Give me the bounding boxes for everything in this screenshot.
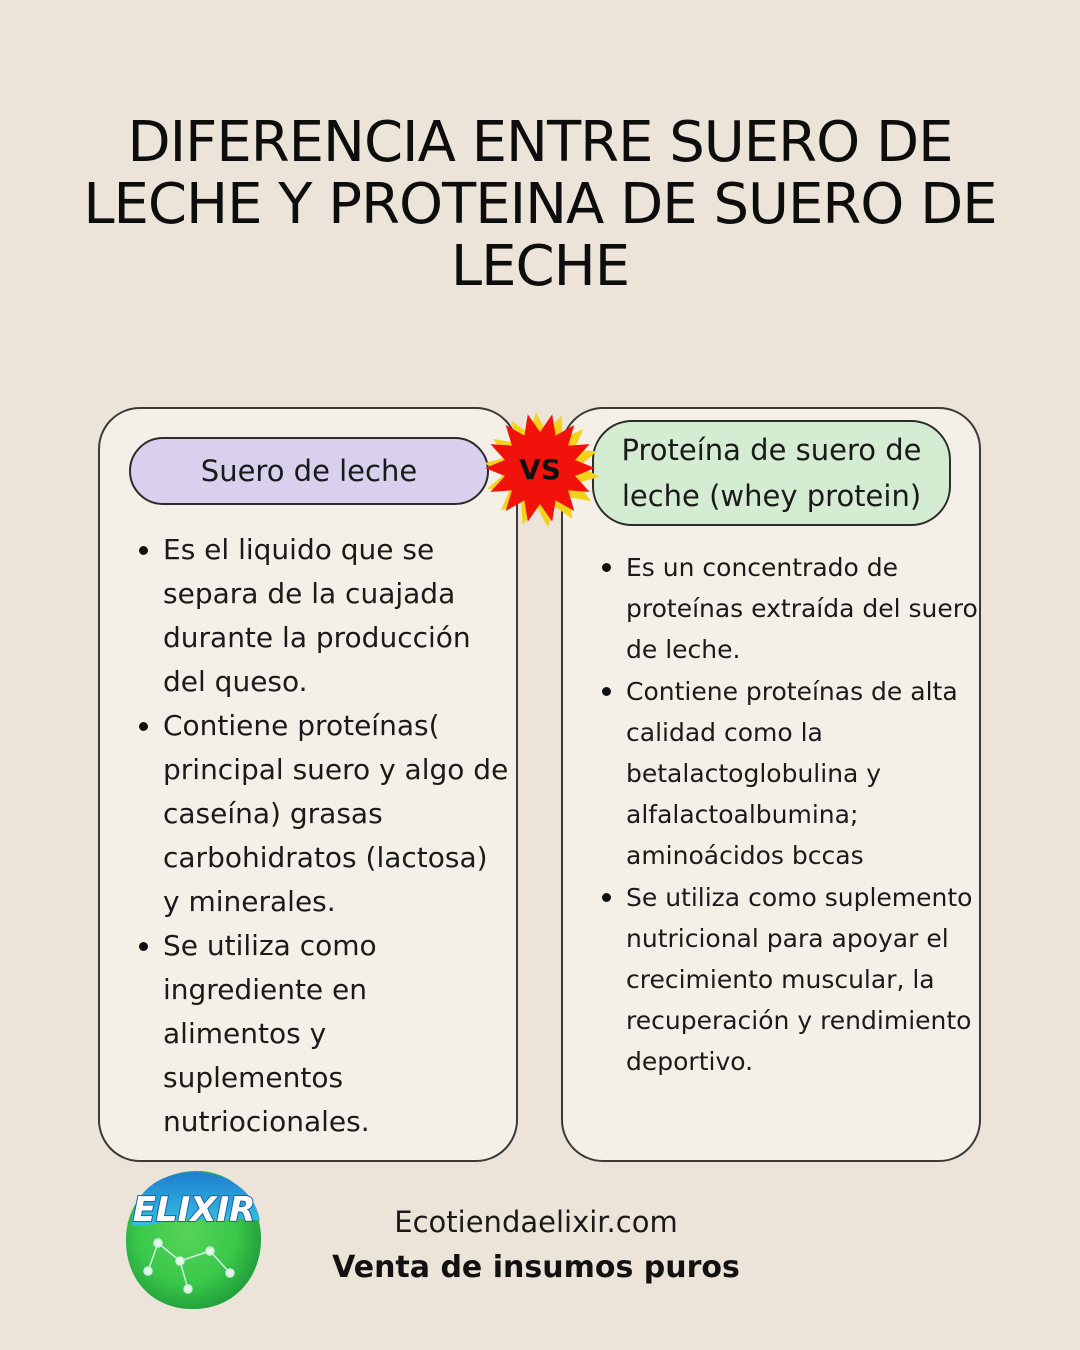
page-title: DIFERENCIA ENTRE SUERO DE LECHE Y PROTEINA DE SUERO DE LECHE	[83, 110, 997, 299]
footer-website: Ecotiendaelixir.com	[394, 1205, 678, 1239]
logo-wordmark: ELIXIR	[132, 1190, 256, 1230]
whey-heading: Proteína de suero de leche (whey protein)	[592, 420, 951, 526]
list-item: Se utiliza como suplemento nutricional para apoyar el crecimiento muscular, la recuperación y rendimiento deportivo.	[600, 877, 980, 1083]
footer-tagline: Venta de insumos puros	[332, 1250, 740, 1285]
vs-starburst-icon	[482, 412, 600, 526]
list-item: Se utiliza como ingrediente en alimentos y suplementos nutriocionales.	[137, 924, 512, 1144]
suero-bullet-list	[137, 528, 512, 1144]
list-item: Es el liquido que se separa de la cuajada durante la producción del queso.	[137, 528, 512, 704]
elixir-logo	[118, 1163, 268, 1315]
list-item: Contiene proteínas de alta calidad como la betalactoglobulina y alfalactoalbumina; aminoácidos bccas	[600, 671, 980, 877]
list-item: Contiene proteínas( principal suero y algo de caseína) grasas carbohidratos (lactosa) y minerales.	[137, 704, 512, 924]
whey-bullet-list	[600, 547, 980, 1083]
vs-label: VS	[519, 453, 561, 486]
list-item: Es un concentrado de proteínas extraída del suero de leche.	[600, 547, 980, 671]
suero-heading: Suero de leche	[129, 437, 489, 505]
